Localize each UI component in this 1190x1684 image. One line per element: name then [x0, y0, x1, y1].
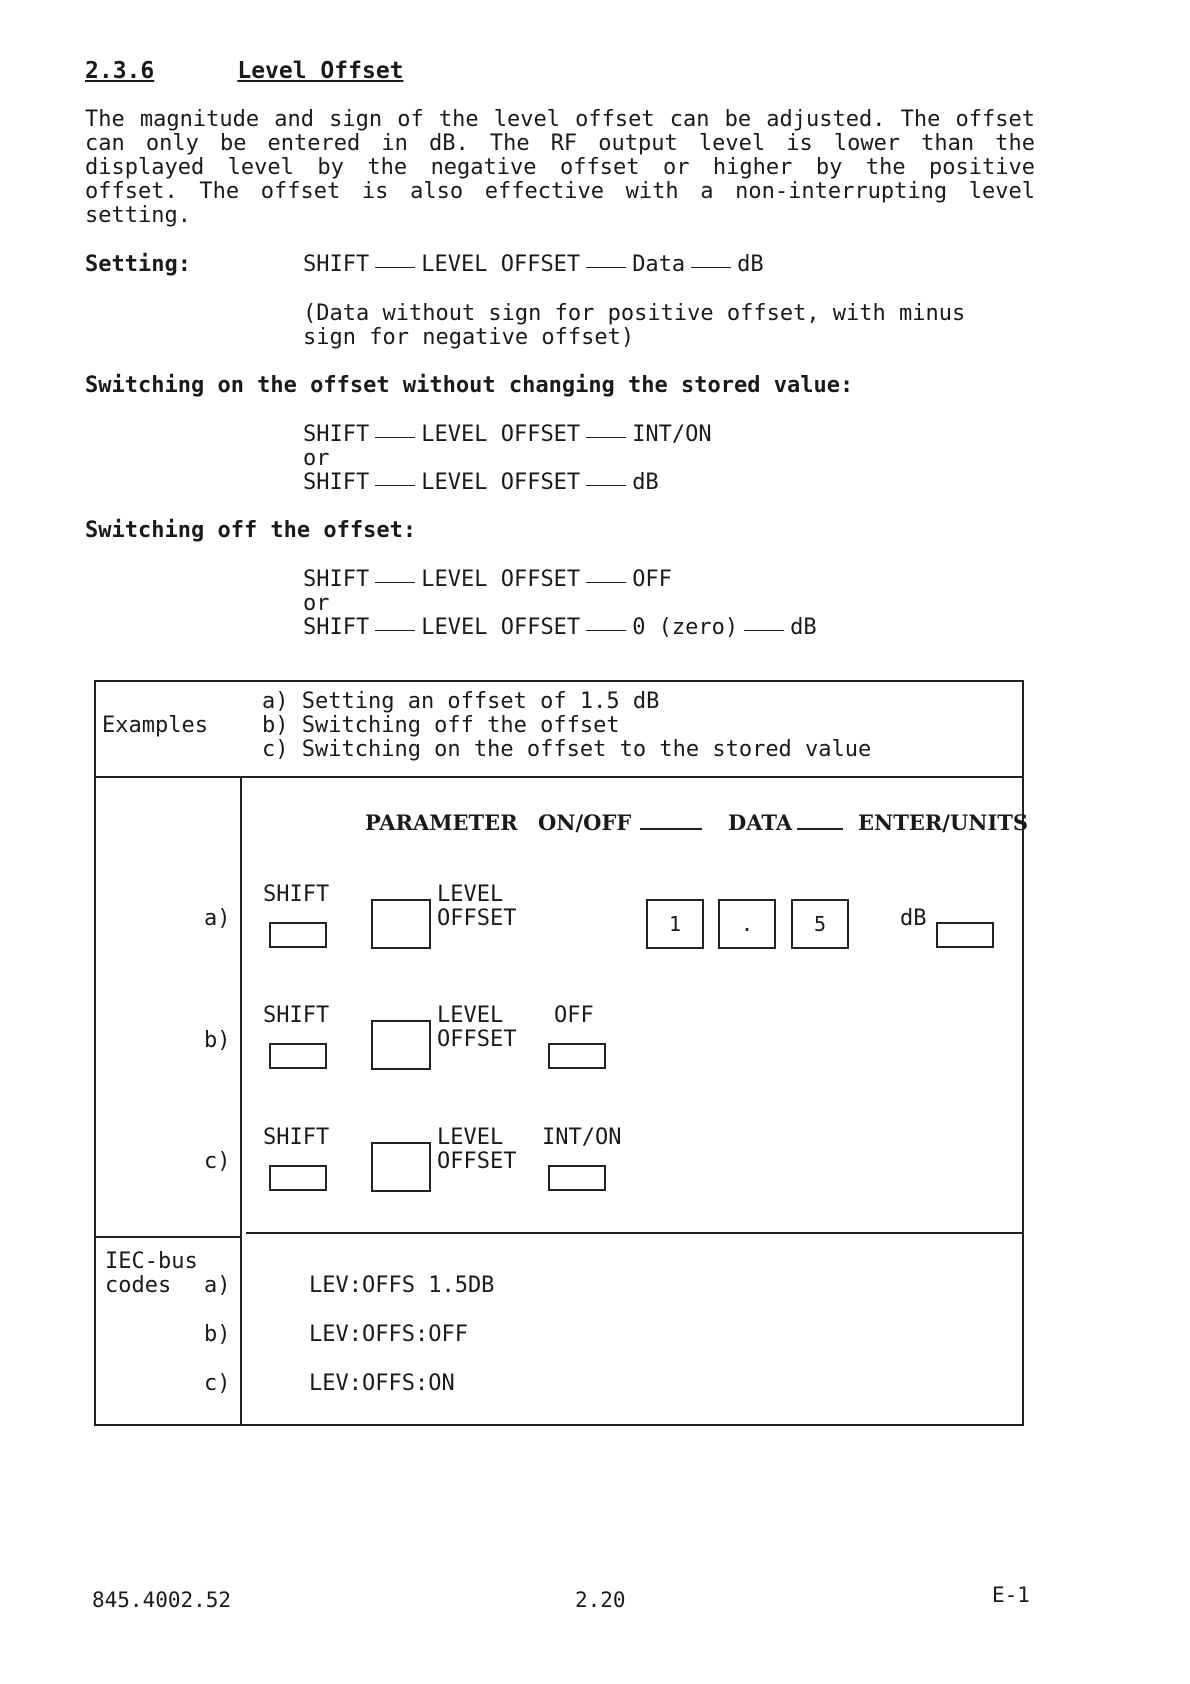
iec-label-1: IEC-bus — [105, 1249, 198, 1274]
table-divider-1 — [94, 776, 1024, 778]
setting-sequence — [303, 253, 764, 277]
seq-zero: 0 (zero) — [632, 615, 739, 640]
shift-key[interactable] — [269, 1043, 327, 1069]
header-enter-units: ENTER/UNITS — [858, 810, 1029, 835]
example-item-c: c) Switching on the offset to the stored value — [262, 737, 872, 762]
seq-level-offset: LEVEL OFFSET — [421, 567, 581, 592]
table-divider-2-left — [94, 1236, 240, 1238]
example-item-b: b) Switching off the offset — [262, 713, 620, 738]
iec-code-c: LEV:OFFS:ON — [309, 1371, 455, 1396]
switch-off-seq2 — [303, 616, 817, 640]
row-b-offset-label: OFFSET — [437, 1027, 517, 1052]
switch-on-title: Switching on the offset without changing the stored value: — [85, 373, 854, 398]
table-top-border — [94, 680, 1024, 682]
row-c-offset-label: OFFSET — [437, 1149, 517, 1174]
seq-shift: SHIFT — [303, 470, 370, 495]
iec-row-b-label: b) — [204, 1322, 231, 1347]
row-a-offset-label: OFFSET — [437, 906, 517, 931]
example-item-a: a) Setting an offset of 1.5 dB — [262, 689, 660, 714]
row-c-onoff-label: INT/ON — [542, 1125, 622, 1150]
row-b-onoff-label: OFF — [554, 1003, 594, 1028]
seq-db: dB — [632, 470, 659, 495]
table-left-border — [94, 680, 96, 1426]
seq-shift: SHIFT — [303, 567, 370, 592]
seq-data: Data — [632, 252, 686, 277]
level-offset-key[interactable] — [371, 899, 431, 949]
row-b-shift-label: SHIFT — [263, 1003, 330, 1028]
int-on-key[interactable] — [548, 1165, 606, 1191]
switch-on-seq2 — [303, 471, 659, 495]
switch-on-seq1 — [303, 423, 712, 447]
header-onoff: ON/OFF — [538, 810, 632, 835]
header-dash-2 — [797, 828, 843, 830]
row-c-label: c) — [204, 1149, 231, 1174]
iec-code-b: LEV:OFFS:OFF — [309, 1322, 468, 1347]
row-b-level-label: LEVEL — [437, 1003, 504, 1028]
header-parameter: PARAMETER — [365, 810, 518, 835]
table-divider-2-right — [246, 1232, 1024, 1234]
seq-shift: SHIFT — [303, 422, 370, 447]
iec-row-a-label: a) — [204, 1273, 231, 1298]
table-bottom-border — [94, 1424, 1024, 1426]
row-a-level-label: LEVEL — [437, 882, 504, 907]
table-column-divider — [240, 776, 242, 1424]
setting-label: Setting: — [85, 252, 191, 277]
row-c-shift-label: SHIFT — [263, 1125, 330, 1150]
seq-off: OFF — [632, 567, 672, 592]
header-data: DATA — [728, 810, 793, 835]
section-title: Level Offset — [237, 58, 404, 84]
iec-label-2: codes — [105, 1273, 172, 1298]
switch-off-title: Switching off the offset: — [85, 518, 417, 543]
seq-level-offset: LEVEL OFFSET — [421, 470, 581, 495]
row-c-level-label: LEVEL — [437, 1125, 504, 1150]
seq-shift: SHIFT — [303, 252, 370, 277]
seq-db: dB — [790, 615, 817, 640]
switch-on-or: or — [303, 446, 330, 471]
header-dash-1 — [640, 828, 702, 830]
footer-document-number: 845.4002.52 — [92, 1588, 232, 1612]
table-right-border — [1022, 680, 1024, 1426]
footer-page-number: 2.20 — [575, 1588, 626, 1612]
switch-off-or: or — [303, 591, 330, 616]
off-key[interactable] — [548, 1043, 606, 1069]
footer-edition: E-1 — [992, 1583, 1030, 1607]
section-number: 2.3.6 — [85, 58, 155, 84]
seq-db: dB — [737, 252, 764, 277]
seq-level-offset: LEVEL OFFSET — [421, 615, 581, 640]
row-b-label: b) — [204, 1028, 231, 1053]
row-a-label: a) — [204, 906, 231, 931]
digit-key-5[interactable]: 5 — [791, 899, 849, 949]
shift-key[interactable] — [269, 922, 327, 948]
setting-note-line2: sign for negative offset) — [303, 325, 635, 350]
seq-level-offset: LEVEL OFFSET — [421, 252, 581, 277]
seq-shift: SHIFT — [303, 615, 370, 640]
seq-int-on: INT/ON — [632, 422, 712, 447]
intro-paragraph: The magnitude and sign of the level offset can be adjusted. The offset can only be entered in dB. The RF output level is lower than the displayed level by the negative offset or higher by the positive offset. The offset is also effective with a non-interrupting level setting. — [85, 107, 1035, 228]
level-offset-key[interactable] — [371, 1020, 431, 1070]
decimal-point-key[interactable]: . — [718, 899, 776, 949]
db-key[interactable] — [936, 922, 994, 948]
setting-note-line1: (Data without sign for positive offset, with minus — [303, 301, 966, 326]
examples-label: Examples — [102, 713, 208, 738]
iec-row-c-label: c) — [204, 1371, 231, 1396]
shift-key[interactable] — [269, 1165, 327, 1191]
row-a-shift-label: SHIFT — [263, 882, 330, 907]
digit-key-1[interactable]: 1 — [646, 899, 704, 949]
switch-off-seq1 — [303, 568, 672, 592]
seq-level-offset: LEVEL OFFSET — [421, 422, 581, 447]
level-offset-key[interactable] — [371, 1142, 431, 1192]
iec-code-a: LEV:OFFS 1.5DB — [309, 1273, 495, 1298]
row-a-unit-label: dB — [900, 906, 927, 931]
section-heading — [85, 58, 404, 84]
